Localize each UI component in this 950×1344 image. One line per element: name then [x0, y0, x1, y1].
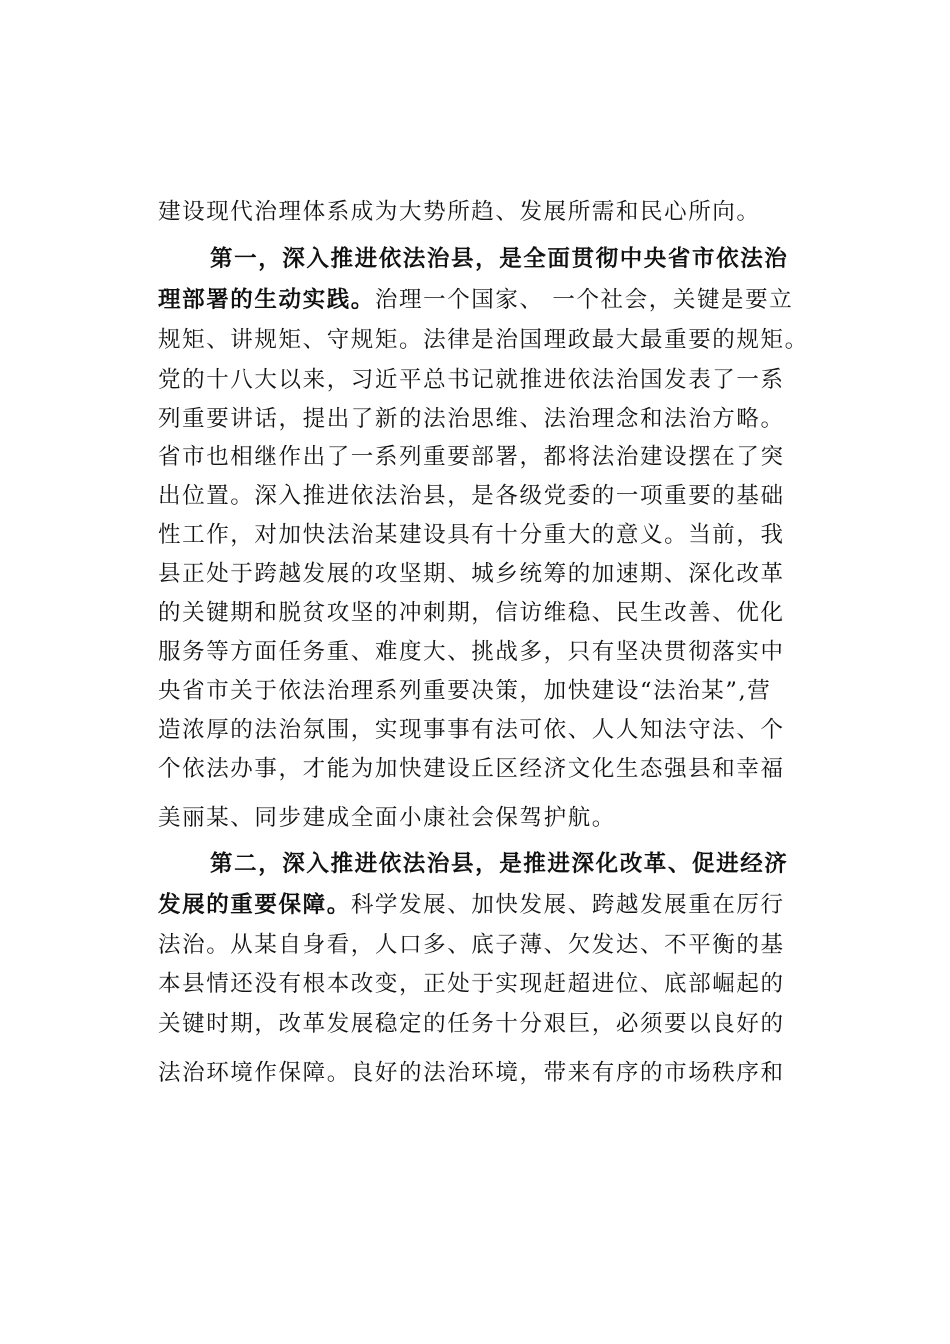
text-line-6 [158, 404, 818, 434]
line-text: 个依法办事，才能为加快建设丘区经济文化生态强县和幸福 [158, 756, 785, 782]
paragraph-heading-1 [210, 244, 818, 274]
text-line-1 [158, 197, 818, 227]
line-text: 科学发展、加快发展、跨越发展重在厉行 [350, 892, 785, 918]
line-text: 法治。从某自身看，人口多、底子薄、欠发达、不平衡的基 [158, 932, 785, 958]
line-text: 治理一个国家、 一个社会，关键是要立 [374, 287, 794, 313]
line-text: 省市也相继作出了一系列重要部署，都将法治建设摆在了突 [158, 444, 785, 470]
line-text: 央省市关于依法治理系列重要决策，加快建设“法治某”,营 [158, 678, 772, 704]
text-line-7 [158, 442, 818, 472]
text-line-20 [158, 969, 818, 999]
text-line-14 [158, 715, 818, 745]
heading-text: 理部署的生动实践。 [158, 287, 375, 313]
text-line-19 [158, 930, 818, 960]
line-text: 规矩、讲规矩、守规矩。法律是治国理政最大最重要的规矩。 [158, 327, 809, 353]
heading-text: 第二，深入推进依法治县，是推进深化改革、促进经济 [210, 851, 789, 877]
text-line-5 [158, 365, 818, 395]
text-line-12 [158, 637, 818, 667]
line-text: 的关键期和脱贫攻坚的冲刺期，信访维稳、民生改善、优化 [158, 600, 785, 626]
text-line-11 [158, 598, 818, 628]
line-text: 列重要讲话，提出了新的法治思维、法治理念和法治方略。 [158, 406, 785, 432]
text-line-21 [158, 1009, 818, 1039]
line-text: 美丽某、同步建成全面小康社会保驾护航。 [158, 805, 616, 831]
text-line-9 [158, 520, 818, 550]
heading-text: 第一，深入推进依法治县，是全面贯彻中央省市依法治 [210, 246, 789, 272]
line-text: 关键时期，改革发展稳定的任务十分艰巨，必须要以良好的 [158, 1011, 785, 1037]
text-line-15 [158, 754, 818, 784]
text-line-8 [158, 481, 818, 511]
line-text: 出位置。深入推进依法治县，是各级党委的一项重要的基础 [158, 483, 785, 509]
text-line-4 [158, 325, 818, 355]
text-line-22 [158, 1058, 818, 1088]
line-text: 造浓厚的法治氛围，实现事事有法可依、人人知法守法、个 [158, 717, 785, 743]
line-text: 性工作，对加快法治某建设具有十分重大的意义。当前，我 [158, 522, 785, 548]
paragraph-heading-2 [210, 849, 818, 879]
line-text: 法治环境作保障。良好的法治环境，带来有序的市场秩序和 [158, 1060, 785, 1086]
heading-text: 发展的重要保障。 [158, 892, 351, 918]
text-line-10 [158, 559, 818, 589]
text-line-3 [158, 285, 818, 315]
line-text: 服务等方面任务重、难度大、挑战多，只有坚决贯彻落实中 [158, 639, 785, 665]
line-text: 党的十八大以来，习近平总书记就推进依法治国发表了一系 [158, 367, 785, 393]
line-text: 县正处于跨越发展的攻坚期、城乡统筹的加速期、深化改革 [158, 561, 785, 587]
text-line-16 [158, 803, 818, 833]
text-line-18 [158, 890, 818, 920]
text-line-13 [158, 676, 818, 706]
line-text: 建设现代治理体系成为大势所趋、发展所需和民心所向。 [158, 199, 761, 225]
line-text: 本县情还没有根本改变，正处于实现赶超进位、底部崛起的 [158, 971, 785, 997]
